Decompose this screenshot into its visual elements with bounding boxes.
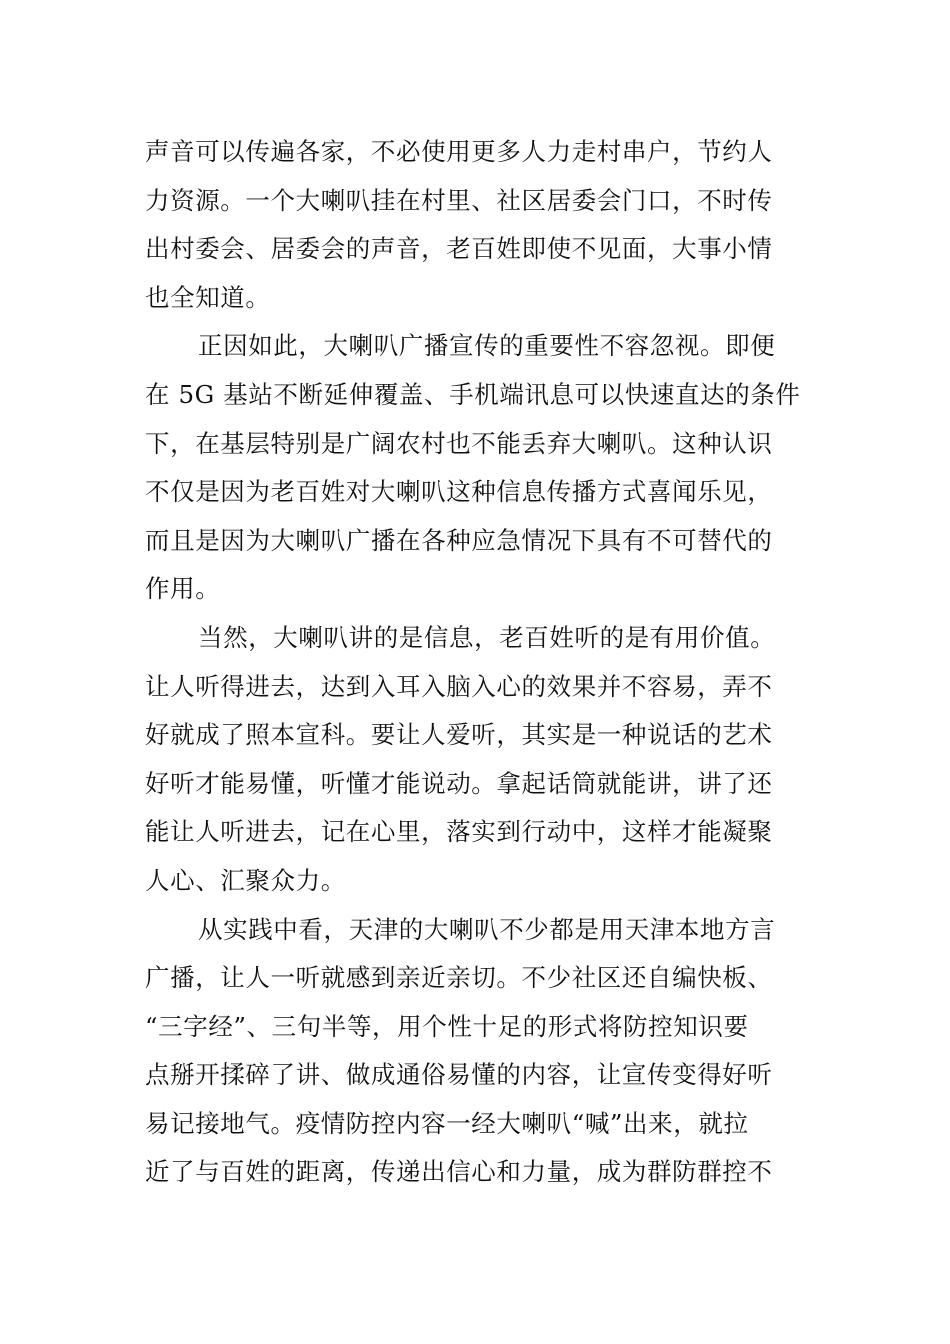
text-line: 作用。 xyxy=(145,574,221,604)
text-line: 易记接地气。疫情防控内容一经大喇叭“喊”出来，就拉 xyxy=(145,1108,749,1138)
text-line: 声音可以传遍各家，不必使用更多人力走村串户，节约人 xyxy=(145,137,773,166)
text-line: 在 5G 基站不断延伸覆盖、手机端讯息可以快速直达的条件 xyxy=(145,379,801,409)
text-line: 好就成了照本宣科。要让人爱听，其实是一种说话的艺术 xyxy=(145,720,773,750)
article-body xyxy=(145,128,815,1197)
text-line: 而且是因为大喇叭广播在各种应急情况下具有不可替代的 xyxy=(145,525,773,555)
text-line: “三字经”、三句半等，用个性十足的形式将防控知识要 xyxy=(145,1011,749,1041)
paragraph-1 xyxy=(145,128,815,322)
text-line: 下，在基层特别是广阔农村也不能丢弃大喇叭。这种认识 xyxy=(145,428,773,458)
text-line: 出村委会、居委会的声音，老百姓即使不见面，大事小情 xyxy=(145,234,773,264)
text-line: 让人听得进去，达到入耳入脑入心的效果并不容易，弄不 xyxy=(145,671,773,701)
text-line: 力资源。一个大喇叭挂在村里、社区居委会门口，不时传 xyxy=(145,185,773,215)
paragraph-4 xyxy=(145,906,815,1198)
text-line: 近了与百姓的距离，传递出信心和力量，成为群防群控不 xyxy=(145,1157,773,1187)
text-line: 点掰开揉碎了讲、做成通俗易懂的内容，让宣传变得好听 xyxy=(145,1060,773,1090)
text-line: 好听才能易懂，听懂才能说动。拿起话筒就能讲，讲了还 xyxy=(145,768,773,798)
text-line: 广播，让人一听就感到亲近亲切。不少社区还自编快板、 xyxy=(145,963,773,993)
text-line: 正因如此，大喇叭广播宣传的重要性不容忽视。即便 xyxy=(198,331,776,361)
text-line: 能让人听进去，记在心里，落实到行动中，这样才能凝聚 xyxy=(145,817,773,847)
text-line: 不仅是因为老百姓对大喇叭这种信息传播方式喜闻乐见， xyxy=(145,477,773,507)
text-line: 从实践中看，天津的大喇叭不少都是用天津本地方言 xyxy=(198,914,776,944)
text-line: 人心、汇聚众力。 xyxy=(145,865,346,895)
paragraph-3 xyxy=(145,614,815,906)
paragraph-2 xyxy=(145,322,815,614)
text-line: 也全知道。 xyxy=(145,282,271,312)
text-line: 当然，大喇叭讲的是信息，老百姓听的是有用价值。 xyxy=(198,622,776,652)
